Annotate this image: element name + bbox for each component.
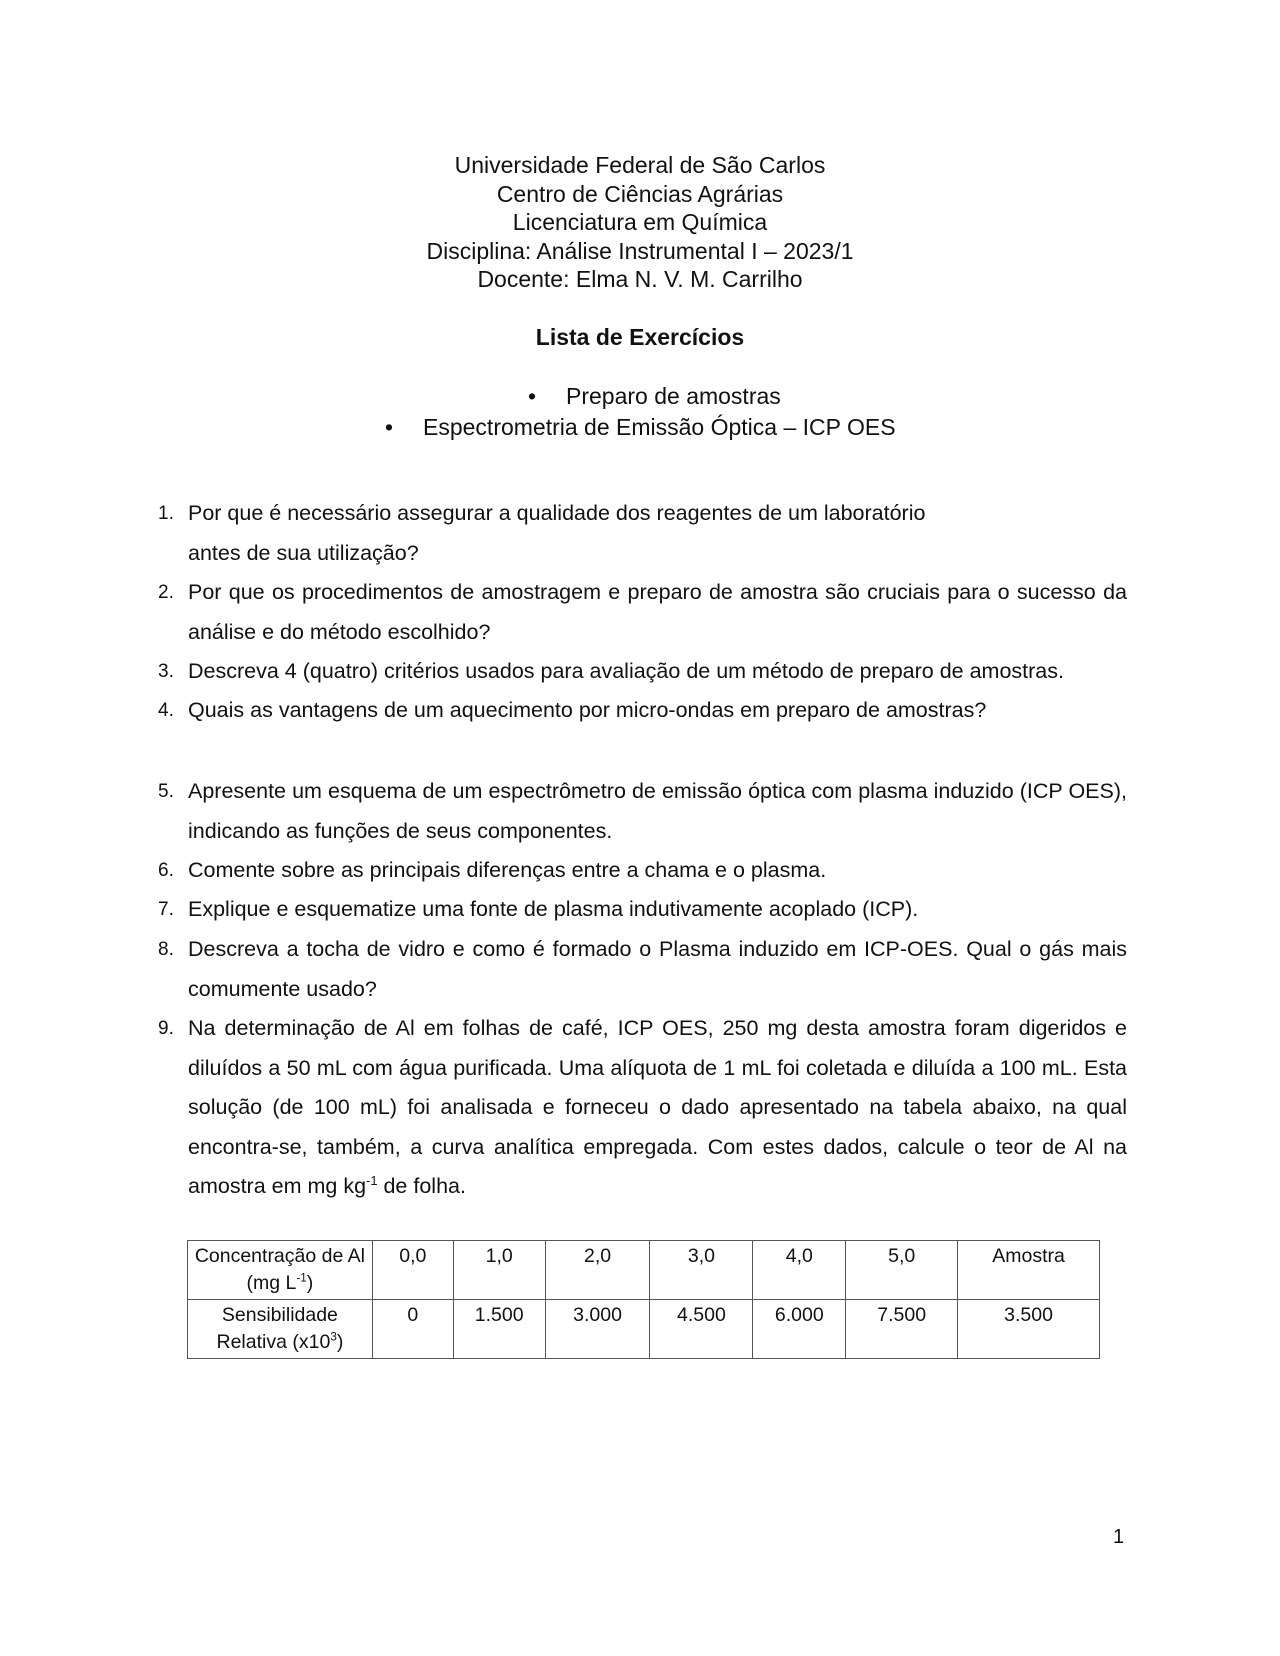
question-6 <box>158 851 1127 891</box>
table-cell: 3,0 <box>650 1241 753 1300</box>
table-cell: 4.500 <box>650 1300 753 1359</box>
question-text-end: de folha. <box>377 1174 466 1198</box>
question-number: 6. <box>158 860 174 881</box>
topic-item <box>528 383 781 410</box>
question-number: 7. <box>158 899 174 920</box>
question-number: 8. <box>158 939 174 960</box>
question-text: Apresente um esquema de um espectrômetro de emissão óptica com plasma induzido (ICP OES), indicando as funções de seus componentes. <box>188 779 1127 843</box>
row-header <box>188 1300 373 1359</box>
table-cell: 2,0 <box>545 1241 650 1300</box>
bullet-icon: • <box>385 414 394 440</box>
table-row <box>188 1241 1100 1300</box>
row-header-end: ) <box>336 1331 344 1353</box>
teacher: Docente: Elma N. V. M. Carrilho <box>477 266 803 292</box>
table-cell: 6.000 <box>753 1300 846 1359</box>
bullet-icon: • <box>528 383 537 409</box>
header-block <box>0 151 1280 294</box>
course-name: Licenciatura em Química <box>512 209 768 235</box>
question-text: Por que é necessário assegurar a qualidade dos reagentes de um laboratório antes de sua utilização? <box>188 501 926 565</box>
table-cell: 7.500 <box>846 1300 958 1359</box>
table-cell: 1.500 <box>453 1300 545 1359</box>
question-text: Descreva 4 (quatro) critérios usados para avaliação de um método de preparo de amostras. <box>188 659 1064 683</box>
table-cell: 5,0 <box>846 1241 958 1300</box>
topic-label: Espectrometria de Emissão Óptica – ICP OES <box>423 414 896 440</box>
superscript: -1 <box>296 1271 307 1285</box>
question-text: Quais as vantagens de um aquecimento por micro-ondas em preparo de amostras? <box>188 698 987 722</box>
question-4 <box>158 691 1127 731</box>
document-title: Lista de Exercícios <box>535 324 745 350</box>
question-8 <box>158 930 1127 1009</box>
table-cell: 3.500 <box>958 1300 1100 1359</box>
center-name: Centro de Ciências Agrárias <box>496 180 784 207</box>
question-number: 1. <box>158 503 174 524</box>
question-number: 3. <box>158 661 174 682</box>
question-number: 4. <box>158 700 174 721</box>
calibration-table <box>187 1240 1100 1359</box>
discipline: Disciplina: Análise Instrumental I – 2023/1 <box>426 237 854 264</box>
question-text: Comente sobre as principais diferenças entre a chama e o plasma. <box>188 858 827 882</box>
question-7 <box>158 890 1127 930</box>
table-cell: 1,0 <box>453 1241 545 1300</box>
topic-item <box>385 414 896 441</box>
table-cell: 4,0 <box>753 1241 846 1300</box>
question-number: 2. <box>158 582 174 603</box>
question-9 <box>158 1009 1127 1207</box>
question-text: Na determinação de Al em folhas de café, ICP OES, 250 mg desta amostra foram digeridos e diluídos a 50 mL com água purificada. Uma alíquota de 1 mL foi coletada e diluída a 100 mL. Esta solução (de 100 mL) foi analisada e forneceu o dado apresentado na tabela abaixo, na qual encontra-se, também, a curva analítica empregada. Com estes dados, calcule o teor de Al na amostra em mg kg <box>188 1016 1127 1198</box>
table-cell: 3.000 <box>545 1300 650 1359</box>
question-1 <box>158 494 958 573</box>
row-header-end: ) <box>306 1272 314 1294</box>
row-header <box>188 1241 373 1300</box>
question-text: Explique e esquematize uma fonte de plasma indutivamente acoplado (ICP). <box>188 897 919 921</box>
question-3 <box>158 652 1127 692</box>
table-cell: 0 <box>372 1300 453 1359</box>
row-header-text: Sensibilidade Relativa (x10 <box>216 1304 338 1353</box>
table-cell: 0,0 <box>372 1241 453 1300</box>
question-5 <box>158 772 1127 851</box>
question-number: 5. <box>158 781 174 802</box>
table-row <box>188 1300 1100 1359</box>
superscript: 3 <box>330 1330 337 1344</box>
question-2 <box>158 573 1127 652</box>
row-header-text: Concentração de Al (mg L <box>194 1245 366 1294</box>
superscript: -1 <box>366 1172 378 1188</box>
question-number: 9. <box>158 1018 174 1039</box>
university-name: Universidade Federal de São Carlos <box>454 152 826 178</box>
topic-label: Preparo de amostras <box>566 383 781 409</box>
question-text: Por que os procedimentos de amostragem e preparo de amostra são cruciais para o sucesso da análise e do método escolhido? <box>188 580 1127 644</box>
question-text: Descreva a tocha de vidro e como é formado o Plasma induzido em ICP-OES. Qual o gás mais comumente usado? <box>188 937 1127 1001</box>
page-number: 1 <box>1113 1526 1125 1548</box>
table-cell: Amostra <box>958 1241 1100 1300</box>
